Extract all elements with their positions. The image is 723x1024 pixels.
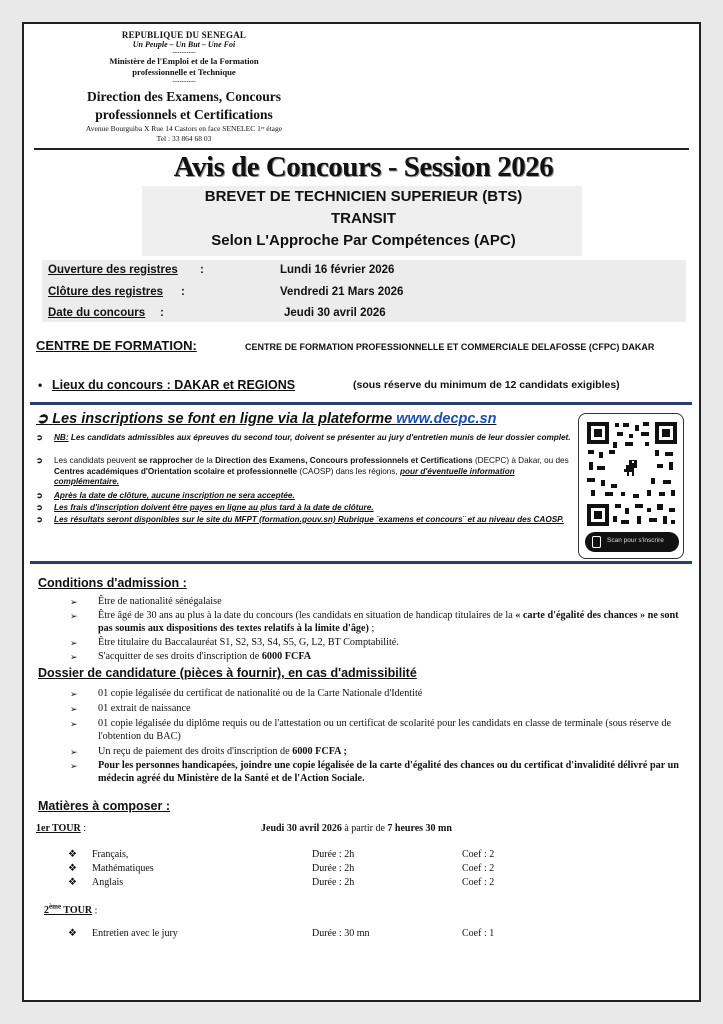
arrowhead-icon: ➢ (70, 611, 78, 621)
conditions-heading: Conditions d'admission : (38, 576, 187, 590)
condition-text: Être de nationalité sénégalaise (98, 596, 222, 607)
tour-1-date: Jeudi 30 avril 2026 (261, 823, 342, 834)
arrowhead-icon: ➢ (70, 689, 78, 699)
tour-1-schedule (261, 823, 452, 834)
condition-text: « carte d'égalité des chances » ne sont pas soumis aux dispositions des textes relatifs à la limite d'âge) (98, 610, 679, 634)
registration-heading-text: Les inscriptions se font en ligne via la plateforme (52, 411, 397, 427)
note-text: (DECPC) à Dakar, ou des (472, 456, 569, 465)
diamond-bullet-icon: ❖ (68, 849, 77, 860)
arrow-icon: ➲ (36, 503, 43, 512)
tour-1-row (36, 823, 691, 834)
document-text: 01 copie légalisée du certificat de nationalité ou de la Carte Nationale d'Identité (98, 688, 423, 699)
exam-date-label: Date du concours (48, 307, 146, 319)
arrow-icon: ➲ (36, 433, 43, 442)
note-text: se rapprocher (138, 456, 193, 465)
note-text: Après la date de clôture, aucune inscription ne sera acceptée. (54, 491, 295, 500)
arrowhead-icon: ➢ (70, 638, 78, 648)
note-text: Les candidats peuvent (54, 456, 139, 465)
subject-name: Entretien avec le jury (92, 928, 178, 939)
arrowhead-icon: ➢ (70, 761, 78, 771)
direction-line-1: Direction des Examens, Concours (87, 89, 281, 104)
note-text: Centres académiques d'Orientation scolaire et professionnelle (54, 466, 298, 476)
arrow-icon: ➲ (36, 456, 43, 465)
specialty-title: TRANSIT (331, 210, 396, 227)
ministry-line-1: Ministère de l'Emploi et de la Formation (109, 56, 259, 66)
tour-2-row (44, 903, 97, 916)
platform-link[interactable]: www.decpc.sn (396, 411, 497, 427)
nb-label: NB: (54, 433, 69, 442)
colon: : (92, 905, 98, 917)
colon: : (181, 286, 185, 298)
direction-line-2: professionnels et Certifications (95, 107, 273, 122)
notice-page (22, 22, 701, 1002)
qr-code-icon (585, 420, 679, 528)
subject-duration: Durée : 30 mn (312, 928, 370, 939)
ministry-name (34, 56, 334, 78)
note-text: (CAOSP) dans les régions, (297, 466, 400, 476)
subject-name: Anglais (92, 877, 124, 888)
diploma-title: BREVET DE TECHNICIEN SUPERIEUR (BTS) (204, 188, 523, 205)
subject-coef: Coef : 2 (462, 849, 495, 860)
arrowhead-icon: ➢ (70, 704, 78, 714)
registration-heading (36, 411, 496, 427)
subject-duration: Durée : 2h (312, 863, 355, 874)
tour-2-number: 2 (44, 905, 49, 917)
condition-text: Être titulaire du Baccalauréat S1, S2, S3, S4, S5, G, L2, BT Comptabilité. (98, 637, 399, 648)
subject-name: Mathématiques (92, 863, 154, 874)
tour-2-label: TOUR (63, 905, 93, 917)
arrow-icon: ➲ (36, 491, 43, 500)
national-motto: Un Peuple – Un But – Une Foi (132, 40, 236, 49)
phone-icon (592, 536, 601, 548)
bullet: • (38, 378, 43, 392)
subject-coef: Coef : 2 (462, 863, 495, 874)
closing-label: Clôture des registres (48, 286, 164, 298)
direction-name (34, 88, 334, 124)
note-text: Les résultats seront disponibles sur le site du MFPT (formation.gouv.sn) Rubrique ¨examens et concours¨ et au niveau des CAOSP. (54, 515, 564, 524)
dossier-heading: Dossier de candidature (pièces à fournir), en cas d'admissibilité (38, 666, 417, 680)
telephone: Tel : 33 864 68 03 (156, 134, 212, 143)
exam-date: Jeudi 30 avril 2026 (284, 307, 386, 319)
subjects-heading: Matières à composer : (38, 799, 170, 813)
tour-2-suffix: ème (49, 903, 62, 911)
centre-name: CENTRE DE FORMATION PROFESSIONNELLE ET COMMERCIALE DELAFOSSE (CFPC) DAKAR (245, 342, 655, 352)
document-text: Un reçu de paiement des droits d'inscription de (98, 746, 293, 757)
registration-box (30, 402, 692, 564)
locations-note: (sous réserve du minimum de 12 candidats exigibles) (353, 379, 620, 391)
address: Avenue Bourguiba X Rue 14 Castors en face SENELEC 1ᵉʳ étage (85, 124, 283, 133)
republic-title: REPUBLIQUE DU SENEGAL (121, 30, 247, 40)
fee-amount: 6000 FCFA (261, 651, 312, 662)
condition-text: S'acquitter de ses droits d'inscription de (98, 651, 262, 662)
colon: : (200, 264, 204, 276)
condition-text: ; (368, 622, 375, 634)
arrowhead-icon: ➢ (70, 597, 78, 607)
opening-date: Lundi 16 février 2026 (280, 264, 395, 276)
diamond-bullet-icon: ❖ (68, 863, 77, 874)
scan-button-label: Scan pour s'inscrire (607, 537, 664, 544)
locations-label: Lieux du concours : DAKAR et REGIONS (52, 378, 296, 392)
subject-coef: Coef : 1 (462, 928, 495, 939)
diamond-bullet-icon: ❖ (68, 877, 77, 888)
ministry-line-2: professionnelle et Technique (132, 67, 236, 77)
subject-duration: Durée : 2h (312, 877, 355, 888)
document-text: 01 extrait de naissance (98, 703, 191, 714)
schedule-text: à partir de (341, 823, 388, 834)
colon: : (80, 823, 87, 834)
approach-title: Selon L'Approche Par Compétences (APC) (211, 232, 516, 249)
arrowhead-icon: ➢ (70, 652, 78, 662)
tour-1-time: 7 heures 30 mn (387, 823, 452, 834)
centre-label: CENTRE DE FORMATION: (36, 338, 197, 353)
subject-coef: Coef : 2 (462, 877, 495, 888)
opening-label: Ouverture des registres (48, 264, 178, 276)
subject-duration: Durée : 2h (312, 849, 355, 860)
separator: ---------- (172, 48, 196, 56)
colon: : (160, 307, 164, 319)
note-text: Direction des Examens, Concours professionnels et Certifications (215, 456, 473, 465)
arrowhead-icon: ➢ (70, 719, 78, 729)
letterhead (34, 30, 334, 144)
separator: ---------- (172, 77, 196, 85)
nb-text: Les candidats admissibles aux épreuves du second tour, doivent se présenter au jury d'entretien munis de leur dossier complet. (68, 433, 571, 442)
closing-date: Vendredi 21 Mars 2026 (280, 286, 404, 298)
arrowhead-icon: ➢ (70, 747, 78, 757)
arrow-icon: ➲ (36, 515, 43, 524)
qr-code-card[interactable] (578, 413, 684, 559)
diamond-bullet-icon: ❖ (68, 928, 77, 939)
header-divider (34, 148, 689, 150)
arrow-icon: ➲ (36, 411, 49, 427)
document-text: 01 copie légalisée du diplôme requis ou de l'attestation ou un certificat de scolarité pour les candidats en classe de terminale (sous réserve de l'obtention du BAC) (98, 718, 671, 742)
tour-1-label: 1er TOUR (36, 823, 81, 834)
note-text: Les frais d'inscription doivent être payes en ligne au plus tard à la date de clôture. (54, 503, 374, 512)
subject-name: Français, (92, 849, 129, 860)
note-text: pour d'éventuelle information complémentaire. (54, 466, 515, 486)
fee-amount: 6000 FCFA ; (292, 746, 347, 757)
notice-title: Avis de Concours - Session 2026 (173, 151, 554, 183)
document-text: Pour les personnes handicapées, joindre une copie légalisée de la carte d'égalité des chances ou du certificat d'invalidité délivré par un médecin agréé du Ministère de la Santé et de l'Action Sociale. (98, 760, 679, 784)
condition-text: Être âgé de 30 ans au plus à la date du concours (les candidats en situation de handicap titulaires de la (98, 610, 516, 621)
note-text: de la (192, 456, 216, 465)
scan-button[interactable] (585, 532, 679, 552)
